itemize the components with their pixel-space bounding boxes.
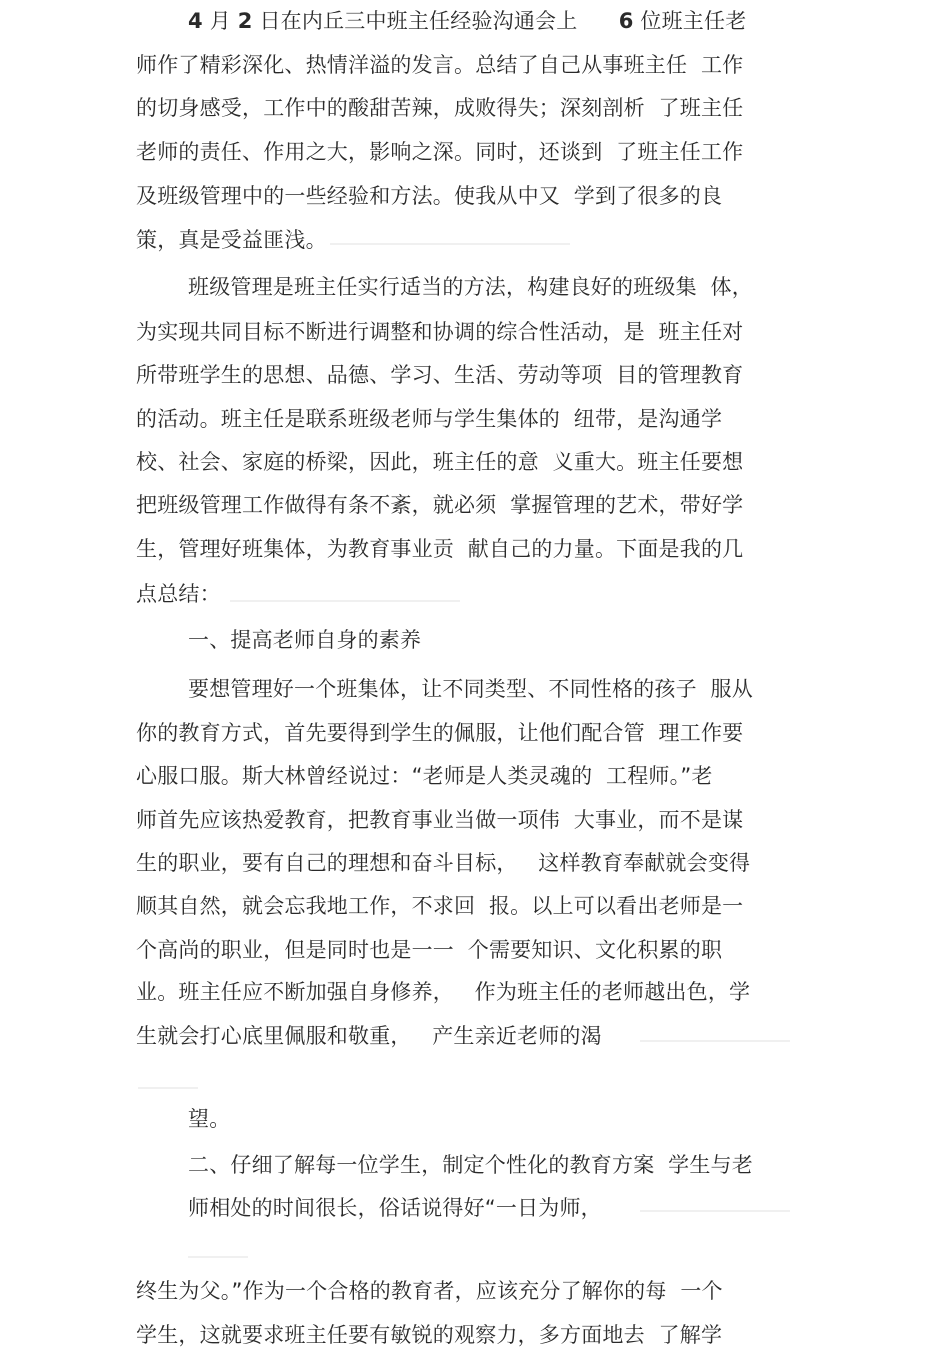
text-run: 二、仔细了解每一位学生，制定个性化的教育方案 学生与老 <box>188 1153 753 1177</box>
text-line <box>188 1104 230 1134</box>
text-run: 班级管理是班主任实行适当的方法，构建良好的班级集 体， <box>188 275 753 299</box>
text-run: 望。 <box>188 1107 231 1131</box>
text-run: 月 <box>202 9 238 33</box>
text-line <box>136 805 743 835</box>
scan-smudge <box>330 243 570 245</box>
text-line <box>136 1276 723 1306</box>
text-run: 点总结： <box>136 582 221 606</box>
text-run: 的切身感受，工作中的酸甜苦辣，成败得失；深刻剖析 了班主任 <box>136 96 744 120</box>
text-line <box>136 50 743 80</box>
text-line <box>188 272 753 302</box>
scan-smudge <box>640 1040 790 1042</box>
text-run: 一、提高老师自身的素养 <box>188 628 422 652</box>
text-run: 的活动。班主任是联系班级老师与学生集体的 纽带，是沟通学 <box>136 407 723 431</box>
text-run: 老师的责任、作用之大，影响之深。同时，还谈到 了班主任工作 <box>136 140 744 164</box>
text-run: 位班主任老 <box>633 9 747 33</box>
text-line <box>136 317 743 347</box>
text-line <box>136 718 743 748</box>
text-line <box>188 1150 753 1180</box>
text-line <box>136 181 722 211</box>
scan-smudge <box>230 600 460 602</box>
text-line <box>188 6 746 36</box>
text-line <box>136 137 743 167</box>
text-run: 生，管理好班集体，为教育事业贡 献自己的力量。下面是我的几 <box>136 537 744 561</box>
text-line <box>136 225 327 255</box>
text-run: 学生，这就要求班主任要有敏锐的观察力，多方面地去 了解学 <box>136 1323 723 1347</box>
text-run: 把班级管理工作做得有条不紊，就必须 掌握管理的艺术，带好学 <box>136 493 744 517</box>
scan-smudge <box>138 1087 198 1089</box>
text-run: 个高尚的职业，但是同时也是一一 个需要知识、文化积累的职 <box>136 938 723 962</box>
bold-number: 4 <box>188 9 203 33</box>
text-line <box>136 891 743 921</box>
text-run: 为实现共同目标不断进行调整和协调的综合性活动，是 班主任对 <box>136 320 744 344</box>
text-run: 要想管理好一个班集体，让不同类型、不同性格的孩子 服从 <box>188 677 753 701</box>
text-run: 生的职业，要有自己的理想和奋斗目标， 这样教育奉献就会变得 <box>136 851 751 875</box>
text-line <box>136 490 743 520</box>
text-run: 日在内丘三中班主任经验沟通会上 <box>252 9 619 33</box>
text-run: 所带班学生的思想、品德、学习、生活、劳动等项 目的管理教育 <box>136 363 744 387</box>
text-line <box>136 1021 602 1051</box>
text-line <box>136 935 722 965</box>
text-run: 终生为父。”作为一个合格的教育者，应该充分了解你的每 一个 <box>136 1279 723 1303</box>
text-line <box>188 625 421 655</box>
text-line <box>136 534 743 564</box>
text-line <box>136 579 221 609</box>
text-run: 师作了精彩深化、热情洋溢的发言。总结了自己从事班主任 工作 <box>136 53 744 77</box>
text-run: 顺其自然，就会忘我地工作，不求回 报。以上可以看出老师是一 <box>136 894 744 918</box>
text-run: 你的教育方式，首先要得到学生的佩服，让他们配合管 理工作要 <box>136 721 744 745</box>
text-line <box>136 977 750 1007</box>
text-run: 生就会打心底里佩服和敬重， 产生亲近老师的渴 <box>136 1024 602 1048</box>
text-line <box>188 674 753 704</box>
text-line <box>188 1193 602 1223</box>
text-line <box>136 360 743 390</box>
text-run: 心服口服。斯大林曾经说过：“老师是人类灵魂的 工程师。”老 <box>136 764 713 788</box>
text-run: 策，真是受益匪浅。 <box>136 228 327 252</box>
bold-number: 2 <box>237 9 253 33</box>
text-run: 及班级管理中的一些经验和方法。使我从中又 学到了很多的良 <box>136 184 723 208</box>
text-line <box>136 447 743 477</box>
text-line <box>136 761 713 791</box>
text-run: 校、社会、家庭的桥梁，因此，班主任的意 义重大。班主任要想 <box>136 450 744 474</box>
text-line <box>136 1320 722 1350</box>
scan-smudge <box>188 1256 248 1258</box>
scan-smudge <box>640 1210 790 1212</box>
text-run: 师相处的时间很长，俗话说得好“一日为师， <box>188 1196 602 1220</box>
bold-number: 6 <box>618 9 634 33</box>
text-line <box>136 404 722 434</box>
text-run: 师首先应该热爱教育，把教育事业当做一项伟 大事业，而不是谋 <box>136 808 744 832</box>
text-line <box>136 93 743 123</box>
text-run: 业。班主任应不断加强自身修养， 作为班主任的老师越出色，学 <box>136 980 751 1004</box>
text-line <box>136 848 750 878</box>
